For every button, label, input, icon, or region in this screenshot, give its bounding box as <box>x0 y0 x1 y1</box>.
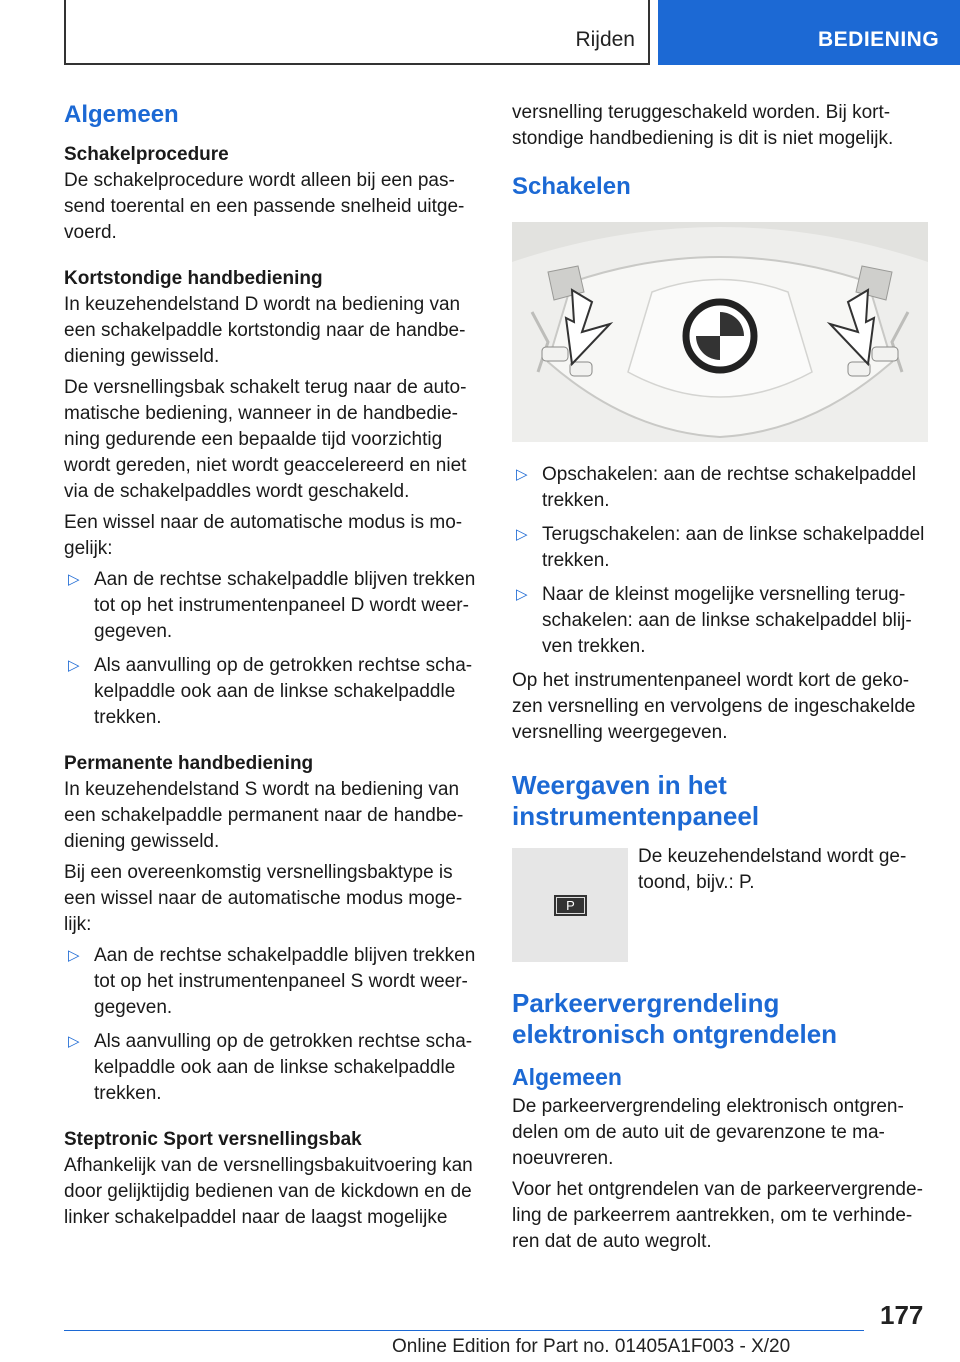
bullet-list <box>64 943 478 1107</box>
list-item: ▷ Naar de kleinst mogelijke versnelling terug-schakelen: aan de linkse schakelpaddel blij-ven trekken. <box>516 584 912 657</box>
steering-wheel-illustration <box>512 222 928 442</box>
instrument-panel-image <box>512 848 628 962</box>
heading-parkeervergrendeling: Parkeervergrendeling elektronisch ontgrendelen <box>512 988 838 1049</box>
heading-weergaven: Weergaven in het instrumentenpaneel <box>512 770 760 831</box>
paragraph: In keuzehendelstand D wordt na bediening van een schakelpaddle kortstondig naar de handbe-diening gewisseld. <box>64 294 466 367</box>
list-item: ▷ Als aanvulling op de getrokken rechtse scha-kelpaddle ook aan de linkse schakelpaddle trekken. <box>68 1031 473 1104</box>
list-item: ▷ Opschakelen: aan de rechtse schakelpaddel trekken. <box>516 464 916 511</box>
list-item: ▷ Aan de rechtse schakelpaddle blijven trekken tot op het instrumentenpaneel D wordt weer-gegeven. <box>68 569 476 642</box>
subheading-permanente: Permanente handbediening <box>64 753 314 774</box>
left-column <box>64 100 478 1236</box>
subheading-schakelprocedure: Schakelprocedure <box>64 144 229 165</box>
paragraph: Op het instrumentenpaneel wordt kort de geko-zen versnelling en vervolgens de ingeschakelde versnelling weergegeven. <box>512 670 916 743</box>
bullet-list <box>512 462 926 660</box>
display-example <box>512 844 926 962</box>
header-chapter-tab <box>658 0 960 65</box>
list-item: ▷ Terugschakelen: aan de linkse schakelpaddel trekken. <box>516 524 925 571</box>
subheading-steptronic: Steptronic Sport versnellingsbak <box>64 1129 362 1150</box>
paragraph: versnelling teruggeschakeld worden. Bij kort-stondige handbediening is dit is niet mogelijk. <box>512 102 894 149</box>
header-section-title: Rijden <box>575 28 635 51</box>
heading-algemeen: Algemeen <box>64 101 179 128</box>
paragraph: De versnellingsbak schakelt terug naar de auto-matische bediening, wanneer in de handbedie-ning gedurende een bepaalde tijd voorzichtig wordt gereden, niet wordt geaccelereerd en niet via de schakelpaddles wordt geschakeld. <box>64 377 467 502</box>
paragraph: De schakelprocedure wordt alleen bij een pas-send toerental en een passende snelheid uitge-voerd. <box>64 170 465 243</box>
triangle-bullet-icon: ▷ <box>68 1033 80 1050</box>
triangle-bullet-icon: ▷ <box>516 466 528 483</box>
list-item: ▷ Aan de rechtse schakelpaddle blijven trekken tot op het instrumentenpaneel S wordt weer-gegeven. <box>68 945 476 1018</box>
page-header <box>0 0 960 66</box>
paragraph: De parkeervergrendeling elektronisch ontgren-delen om de auto uit de gevarenzone te ma-noeuvreren. <box>512 1096 904 1169</box>
header-chapter-title: BEDIENING <box>818 28 940 51</box>
steering-wheel-image <box>512 222 928 442</box>
triangle-bullet-icon: ▷ <box>516 526 528 543</box>
triangle-bullet-icon: ▷ <box>68 947 80 964</box>
bullet-list <box>64 567 478 731</box>
triangle-bullet-icon: ▷ <box>516 586 528 603</box>
paragraph: De keuzehendelstand wordt ge-toond, bijv.: P. <box>638 846 907 893</box>
subheading-kortstondige: Kortstondige handbediening <box>64 268 323 289</box>
gear-indicator-badge: P <box>554 895 587 916</box>
footer-edition: Online Edition for Part no. 01405A1F003 - X/20 <box>392 1336 791 1357</box>
list-item: ▷ Als aanvulling op de getrokken rechtse scha-kelpaddle ook aan de linkse schakelpaddle trekken. <box>68 655 473 728</box>
triangle-bullet-icon: ▷ <box>68 657 80 674</box>
paragraph: In keuzehendelstand S wordt na bediening van een schakelpaddle permanent naar de handbe-diening gewisseld. <box>64 779 464 852</box>
paragraph: Afhankelijk van de versnellingsbakuitvoering kan door gelijktijdig bedienen van de kickdown en de linker schakelpaddel naar de laagst mogelijke <box>64 1155 473 1228</box>
paragraph: Voor het ontgrendelen van de parkeervergrende-ling de parkeerrem aantrekken, om te verhinde-ren dat de auto wegrolt. <box>512 1179 923 1252</box>
heading-algemeen-2: Algemeen <box>512 1064 622 1090</box>
paragraph: Een wissel naar de automatische modus is mo-gelijk: <box>64 512 463 559</box>
paragraph: Bij een overeenkomstig versnellingsbaktype is een wissel naar de automatische modus moge-lijk: <box>64 862 463 935</box>
right-column <box>512 100 926 1260</box>
header-frame <box>64 0 650 65</box>
heading-schakelen: Schakelen <box>512 173 631 200</box>
page-number: 177 <box>880 1300 924 1330</box>
triangle-bullet-icon: ▷ <box>68 571 80 588</box>
footer-divider <box>64 1330 864 1331</box>
